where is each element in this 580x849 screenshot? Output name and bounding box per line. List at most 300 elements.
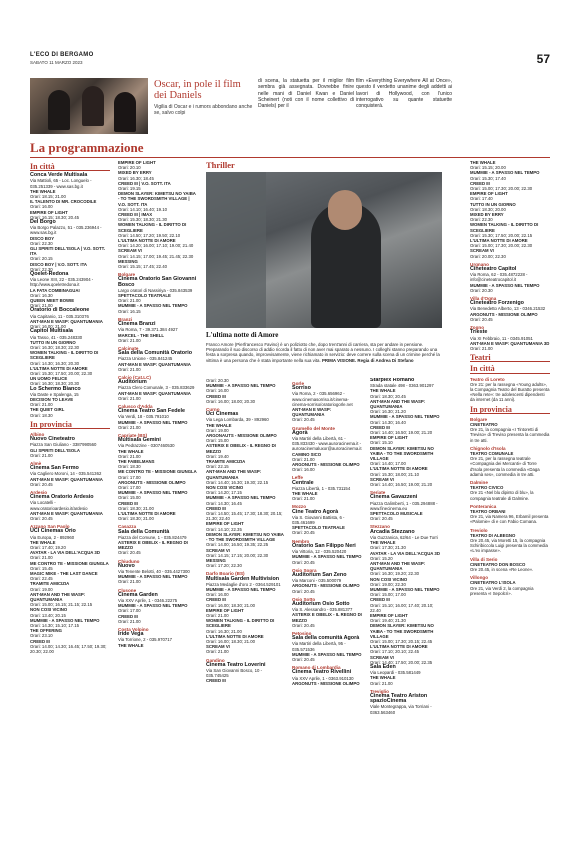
film-title: ME CONTRO TE - MISSIONE GIUNGLA <box>118 469 197 475</box>
town-name: Villa d'Ogna <box>470 296 497 302</box>
listing-line: Orari: 14.40; 16.50; 19.00; 21.20 <box>370 430 433 436</box>
cinema-name: UCI Cinemas Orio <box>30 528 76 535</box>
cinema-name: Cinema Garden <box>118 591 158 598</box>
photo-background <box>206 172 266 328</box>
photo-figure <box>82 86 104 126</box>
film-title: TRAMITE AMICIZIA <box>206 459 246 465</box>
listing-line: Orari: 15.00 <box>206 438 229 444</box>
film-title: ANT-MAN E WASP: QUANTUMANIA <box>118 361 191 367</box>
film-title: EMPIRE OF LIGHT <box>470 191 508 197</box>
film-title: EMPIRE OF LIGHT <box>206 607 244 613</box>
listing-line: Orari: 18.30; 21.00 <box>118 505 154 511</box>
listing-line: Orari: 16.00; 21.00 <box>30 324 66 330</box>
listing-line: Orari: 16.00 <box>206 592 229 598</box>
town-name: Ponteranica <box>470 503 497 509</box>
film-title: SPETTACOLO TEATRALE <box>118 293 171 299</box>
thriller-kicker: Thriller <box>206 160 235 170</box>
listing-line: Orari: 21.00 <box>118 366 141 372</box>
listing-line: Orari: 14.30; 16.40 <box>370 419 406 425</box>
film-title: MIXED BY ERRY <box>470 212 504 218</box>
cinema-name: Lo Schermo Bianco <box>30 385 81 392</box>
listing-line: Orari: 16.30; 18.45 <box>118 175 154 181</box>
town-name: Grumello del Monte <box>292 425 335 431</box>
listing-line: Orari: 14.00; 16.50; 19.35; 22.25 <box>206 542 269 548</box>
listing-line: Orari: 21.00 <box>30 452 53 458</box>
film-title: SCREAM VI <box>370 654 394 660</box>
film-title: ASTERIX E OBELIX - IL REGNO DI MEZZO <box>206 443 276 454</box>
listing-line: Orari: 18.30; 20.00 <box>470 206 506 212</box>
listing-line: Orari: 20.30 <box>206 378 229 383</box>
listing-line: Largo oratori di Nassiriya - 035.843539 <box>118 287 193 293</box>
film-title: CREED III <box>370 597 390 603</box>
town-name: Darfo Boario (BS) <box>206 571 245 577</box>
listing-line: Orari: 16.30 <box>30 292 53 298</box>
film-title: TRAMITE AMICIZIA <box>30 581 70 587</box>
oscar-text-col-2: film «Everything Everywhere All at Once», questo il verdetto unanime degli addetti ai lavori di Hollywood, con l'unico interrogativo su quante statuette conquisterà. <box>356 78 452 110</box>
town-name: Costa Volpino <box>118 627 149 633</box>
film-title: WOMEN TALKING - IL DIRITTO DI SCEGLIERE <box>206 618 275 629</box>
film-title: MUMMIE - A SPASSO NEL TEMPO <box>370 414 440 420</box>
film-title: EMPIRE OF LIGHT <box>370 435 408 441</box>
listing-line: Ore 20.45, via Moretti 15, la compagnia Schiribiccola Luigi presenta la commedia «L'ex impasse». <box>470 538 548 554</box>
listing-line: Orari: 20.45 <box>292 530 315 536</box>
cinema-name: Multisala Gemini <box>118 437 161 444</box>
listing-line: Orari: 21.00 <box>206 649 229 655</box>
town-name: Seriate <box>370 490 386 496</box>
film-title: ANT-MAN E WASP: QUANTUMANIA <box>30 318 103 324</box>
listing-line: Ore 21, la compagnia «I Tintoretti di Treviso» di Treviso presenta la commedia in tre atti. <box>470 427 550 443</box>
film-title: MIXED BY ERRY <box>118 170 152 176</box>
listing-line: Orari: 16.00; 18.00; 20.30 <box>206 398 255 404</box>
film-title: SCREAM VI <box>118 248 142 254</box>
listing-line: Orari: 15.10 <box>370 440 393 446</box>
listing-line: Orari: 15.30; 17.40 <box>470 175 506 181</box>
listing-line: Orari: 21.00 <box>370 680 393 686</box>
listing-line: Orari: 16.30; 21.20 <box>370 409 406 415</box>
listing-line: Orari: 16.15; 18.30; 20.45 <box>30 214 79 220</box>
town-name: Clusone <box>118 587 137 593</box>
film-title: MUMMIE - A SPASSO NEL TEMPO <box>292 651 362 657</box>
listing-line: Via Torrione, 2 - 035.970717 <box>118 637 173 643</box>
listing-line: Orari: 21.00 <box>30 555 53 561</box>
listing-line: Orari: 17.00 <box>118 484 141 490</box>
town-name: Osio Sopra <box>292 567 317 573</box>
town-name: Gorle <box>292 381 304 386</box>
oscar-headline: Oscar, in pole il film dei Daniels <box>154 79 241 101</box>
film-title: ARGONUTS - MISSIONE OLIMPO <box>470 311 538 317</box>
film-title: EMPIRE OF LIGHT <box>118 160 156 165</box>
thriller-photo <box>206 172 442 328</box>
oscar-text-col-1: di scena, la statuetta per il miglior film sembra già assegnata. Dovrebbe finire nelle mani di Daniel Kwan e Daniel Scheinert (noti con il nome collettivo di Daniels) per il <box>258 78 354 110</box>
cinema-name: Conca Verde Multisala <box>30 172 88 179</box>
cinema-name: Nuovo <box>118 562 135 569</box>
town-name: Ardesio <box>30 489 48 495</box>
listing-line: Via S. Alessandro - 035.881377 <box>292 607 353 613</box>
film-title: ANT-MAN AND THE WASP: QUANTUMANIA <box>370 560 426 572</box>
film-title: DISCO BOY | V.O. SOTT. ITA <box>30 261 87 267</box>
film-title: ARGONUTS - MISSIONE OLIMPO <box>292 680 360 686</box>
film-title: CREED III <box>370 424 390 430</box>
town-name: Capriate (BS) <box>118 432 148 438</box>
section-rule <box>30 157 550 158</box>
listing-line: Via Leone XIII, 22 - 035.243904 - http://www.qoeletredona.it <box>30 277 94 288</box>
listing-line: Via Verdi, 18 - 035.791010 <box>118 414 169 420</box>
listing-column-2 <box>118 160 198 830</box>
cinema-name: Sala della Comunità <box>118 528 170 535</box>
film-title: ANT-MAN E WASP: QUANTUMANIA <box>30 510 103 516</box>
listing-line: Via XI Febbraio, 11 - 0345.91051 <box>470 335 533 341</box>
listing-line: Ore 21, via Namera 96, Erbamil presenta «Palomie» di e con Fabio Comana. <box>470 514 549 525</box>
listing-line: Orari: 21.00 <box>292 496 315 502</box>
oscar-lead: Vigilia di Oscar e i rumors abbondano anche se, salvo colpi <box>154 104 253 117</box>
film-title: DEMON SLAYER: KIMETSU NO YAIBA - TO THE SWORDSMITH VILLAGE <box>370 623 434 639</box>
film-title: MUMMIE - A SPASSO NEL TEMPO <box>370 586 440 592</box>
listing-line: Ore 21, via Verdi 2, la compagnia presenta «I Sepolcri». <box>470 585 534 596</box>
film-title: TEATRO COMUNALE <box>470 450 514 456</box>
town-name: Casazza <box>118 524 137 530</box>
listing-line: Orari: 21.00 <box>470 345 493 351</box>
cinema-name: Oratorio San Filippo Neri <box>292 542 356 549</box>
listing-line: Orari: 17.00 <box>118 608 141 614</box>
listing-line: Orari: 14.30; 16.30; 20.30 <box>30 360 79 366</box>
thriller-text <box>206 342 442 363</box>
film-title: AVATAR - LA VIA DELL'ACQUA 3D <box>370 550 440 556</box>
listing-line: Orari: 22.30 <box>30 240 53 246</box>
film-title: ME CONTRO TE - MISSIONE GIUNGLA <box>30 560 109 566</box>
cinema-name: Cineteatro Forzenigo <box>470 300 524 307</box>
film-title: MUMMIE - A SPASSO NEL TEMPO <box>292 554 362 560</box>
listing-line: Orari: 20.45 <box>292 656 315 662</box>
photo-figure <box>48 90 70 130</box>
listing-line: Piazza del Comune, 1 - 035.824479 <box>118 534 187 540</box>
film-title: ANT-MAN E WASP: QUANTUMANIA <box>292 407 332 418</box>
listing-line: Orari: 15.45 <box>30 565 53 571</box>
film-title: THE WHALE <box>292 491 318 497</box>
listing-line: Via San Giovanni Bosco, 10 - 035.745425 <box>206 667 263 679</box>
listing-line: Orari: 16.00; 18.30; 21.00 <box>206 638 255 644</box>
listing-line: Via Locatelli - www.oratorioardesio.it/ardesio <box>30 500 88 511</box>
cinema-name: Cinema Teatro San Fedele <box>118 408 186 415</box>
film-title: CREED III <box>118 613 138 619</box>
listing-line: Viale Montegrappa, via Torriani - 0363.563460 <box>370 704 432 715</box>
film-title: ASTERIX E OBELIX - IL REGNO DI MEZZO <box>292 612 362 623</box>
town-name: Calusco d'Adda <box>118 403 153 409</box>
cinema-name: Agorà <box>292 429 308 436</box>
listing-line: Piazza Libertà, 1 - 035.731154 <box>292 485 351 491</box>
town-name: Almè <box>30 460 42 466</box>
listing-line: Orari: 22.15 <box>206 464 229 470</box>
page-number: 57 <box>536 52 550 66</box>
listing-line: Orari: 21.00 <box>118 395 141 401</box>
listing-line: Orari: 21.00 <box>118 298 141 304</box>
listing-line: Orari: 20.45 <box>30 481 53 487</box>
cinema-name: Cinema San Fermo <box>30 465 79 472</box>
photo-figure-head <box>328 190 362 230</box>
film-title: THE WHALE <box>118 448 144 454</box>
film-title: DISCO BOY <box>30 235 55 241</box>
listing-line: Via Benedetto Alberto, 13 - 0346.21532 <box>470 306 546 312</box>
listing-line: Via Vittoria, 12 - 035.520420 <box>292 549 347 555</box>
listing-line: Orari: 15.15; 20.00 <box>470 165 506 171</box>
film-title: MESSING <box>118 258 138 264</box>
town-name: Dalmine <box>470 479 488 485</box>
film-title: EMPIRE OF LIGHT <box>370 612 408 618</box>
listing-line: Via Europa, 2 - 892960 <box>30 534 75 540</box>
listing-line: Orari: 16.00 <box>30 204 53 210</box>
listing-line: Piazza Medaglie d'oro 2 - 0364.529101 <box>206 581 281 587</box>
listing-line: Via XXV Aprile, 1 - 0346.22275 <box>118 598 178 604</box>
film-title: CREED III <box>206 678 226 684</box>
listing-line: Orari: 16.30; 19.20; 22.30 <box>370 571 419 577</box>
thriller-synopsis: Franco Amore (Pierfrancesco Favino) è un poliziotto che, dopo trent'anni di carriera, sta per andare in pensione. Preparando il suo discorso di addio ricorda il fatto di non aver mai sparato a nessuno. I colleghi stanno preparando una festa a sorpresa quando, improvvisamente, viene richiamato in servizio: deve correre sulla scena di un crimine perché la vittima è una persona che è stata importante nella sua vita. <box>206 342 440 363</box>
oscar-article <box>30 78 550 134</box>
listing-line: Via Mattioli, 65 - Loc. Longuelo - 035.251339 - www.sas.bg.it <box>30 178 92 189</box>
film-title: CREED III | IMAX <box>118 212 153 218</box>
film-title: NON COSI VICINO <box>206 485 244 491</box>
listing-line: Orari: 15.00; 16.15; 21.15; 22.15 <box>30 602 93 608</box>
cinema-name: Cinema Oratorio Ardesio <box>30 494 94 501</box>
listing-line: Orari: 14.40; 17.50; 20.00; 22.35 <box>370 659 433 665</box>
listing-line: Orari: 16.30; 18.30; 20.30 <box>30 381 79 387</box>
film-title: THE WHALE <box>370 675 396 681</box>
listing-line: Piazza Unione - 035.841245 <box>118 356 173 362</box>
listing-line: Orari: 22.30 <box>470 217 493 223</box>
film-title: MUMMIE - A SPASSO NEL TEMPO <box>470 282 540 288</box>
cinema-name: Auditorium San Zeno <box>292 571 347 578</box>
film-title: DEMON SLAYER: KIMETSU NO YAIBA - TO THE SWORDSMITH VILLAGE <box>370 445 434 462</box>
listing-line: Orari: 17.40 <box>470 196 493 202</box>
cinema-name: Cinema Oratorio San Giovanni Bosco <box>118 276 197 288</box>
film-title: MUMMIE - A SPASSO NEL TEMPO <box>30 617 100 623</box>
film-title: MUMMIE - A SPASSO NEL TEMPO <box>118 603 188 609</box>
listing-line: Orari: 21.00 <box>118 453 141 459</box>
cinema-name: Del Borgo <box>30 219 56 226</box>
listing-line: Strada statale 498 - 0363.901297 <box>370 383 434 389</box>
listing-line: Orari: 13.40; 20.15 <box>30 612 66 618</box>
film-title: ARGONAUTS - MISSIONE OLIMPO <box>206 433 277 439</box>
film-title: CAMINO SICO <box>292 451 322 457</box>
town-name: Villa di Serio <box>470 556 498 562</box>
film-title: SCREAM VI <box>206 644 230 650</box>
listing-line: Orari: 17.00 <box>118 474 141 480</box>
film-title: L'ULTIMA NOTTE DI AMORE <box>118 238 176 244</box>
listing-line: Via Tasso, 41 - 035.248330 <box>30 334 83 340</box>
film-title: TUTTO IN UN GIORNO <box>470 201 516 207</box>
listing-line: Via S. Giovanni Battista, 6 - 035.461699 <box>292 514 345 526</box>
listing-line: Via Borgo Palazzo, 51 - 035.236944 - www.sas.bg.it <box>30 225 102 236</box>
listing-line: Orari: 16.15 <box>118 308 141 314</box>
listing-line: Orari: 14.50; 15.45; 17.30; 18.30; 20.15; 21.30; 22.40 <box>206 511 283 522</box>
film-title: CREED III | V.O. SOTT. ITA <box>118 180 171 186</box>
listing-line: Orari: 20.00; 22.30 <box>470 253 506 259</box>
film-title: SCREAM VI <box>206 547 230 553</box>
listing-line: Orari: 17.30; 21.30 <box>370 545 406 551</box>
listing-line: Orari: 20.15 <box>30 256 53 262</box>
listing-line: Via Guzzanica, 62/64 - Le Due Torri <box>370 534 438 540</box>
listing-line: Piazza Clero Comunale, 3 - 035.833629 <box>118 385 195 391</box>
film-title: LA FATA COMBINAGUAI <box>30 287 80 293</box>
listing-line: Orari: 15.10; 16.00; 17.40; 20.10; 22.40 <box>370 602 434 613</box>
town-name: Bolgare <box>470 416 488 422</box>
film-title: TEATRO DI ALBEGNO <box>470 532 516 538</box>
film-title: MUMMIE - A SPASSO NEL TEMPO <box>470 170 540 176</box>
film-title: CREED III <box>206 393 226 399</box>
film-title: THE WHALE <box>118 642 144 648</box>
cinema-name: Auditorium <box>118 379 147 386</box>
film-title: WOMEN TALKING - IL DIRITTO DI SCEGLIERE <box>30 350 99 361</box>
listing-line: Via Leopardi - 035.581449 <box>370 670 421 676</box>
cinema-name: Cineteatro Capitol <box>470 266 517 273</box>
film-title: ANT-MAN AND THE WASP: QUANTUMANIA <box>206 469 262 480</box>
film-title: CINETEATRO L'ISOLA <box>470 580 516 586</box>
town-name: Chiuduno <box>118 558 140 564</box>
town-name: Urgnano <box>470 261 489 267</box>
film-title: SCREAM VI <box>370 476 394 482</box>
film-title: TUTTO IN UN GIORNO <box>30 339 76 345</box>
film-title: TEATRO ORBANI <box>470 508 506 514</box>
film-title: THE OFFERING <box>30 628 62 634</box>
listing-line: Orari: 14.10; 22.35 <box>206 526 242 532</box>
film-title: ASTERIX E OBELIX - IL REGNO DI MEZZO <box>118 540 188 551</box>
listing-line: Via Lega Lombarda, 39 - 892960 <box>206 417 269 423</box>
listing-line: Via Roma, 62 - 035.4872228 - info@cineteatrocapitol.it <box>470 272 528 283</box>
town-name: Teatro di Loreto <box>470 376 505 382</box>
film-title: DEMON SLAYER: KIMETSU NO YAIBA - TO THE SWORDSMITH VILLAGE | V.O. SOTT. ITA <box>118 191 196 207</box>
film-title: ARGONUTS - MISSIONE OLIMPO <box>292 462 360 468</box>
listing-line: Orari: 22.45 <box>30 576 53 582</box>
page-header <box>30 52 550 70</box>
listing-column-4 <box>292 378 364 830</box>
listing-line: Orari: 14.20; 17.15 <box>206 490 242 496</box>
issue-date: SABATO 11 MARZO 2023 <box>30 60 83 65</box>
film-title: MUMMIE - A SPASSO NEL TEMPO <box>118 419 188 425</box>
film-title: ARGONUTS - MISSIONE OLIMPO <box>118 479 186 485</box>
listing-line: Orari: 15.00; 17.00 <box>370 592 406 598</box>
listing-line: Via Martiri della Libertà, 95 - 035.571536 <box>292 641 346 652</box>
section-title: La programmazione <box>30 140 144 155</box>
town-name: Treviolo <box>470 527 488 533</box>
town-name: Leffe <box>292 475 303 481</box>
cinema-name: Arcadia Stezzano <box>370 528 415 535</box>
town-name: Petosino <box>292 630 312 636</box>
listing-line: Orari: 19.00 <box>206 427 229 433</box>
film-title: QUEEN MEET BOWIE <box>30 298 75 304</box>
town-name: Calcinate <box>118 345 139 351</box>
film-title: ANT-MAN AND THE WASP: QUANTUMANIA <box>30 591 86 603</box>
listing-line: Orari: 19.40 <box>206 453 229 459</box>
listing-line: Orari: 21.00 <box>118 579 141 585</box>
listing-line: Orari: 21.00 <box>30 303 53 309</box>
listing-line: Orari: 18.30; 21.00 <box>118 516 154 522</box>
film-title: CREED III <box>206 505 226 511</box>
listing-line: Orari: 20.30 <box>470 287 493 293</box>
film-title: SPETTACOLO MUSICALE <box>370 511 423 517</box>
cinema-name: Cinema Branzi <box>118 321 156 328</box>
listing-line: Piazza Galimberti, 1 - 035.294888 - www.finecinema.eu <box>370 500 438 511</box>
film-title: UN UOMO FELICE <box>30 376 68 382</box>
film-title: SCREAM VI <box>470 248 494 254</box>
cinema-name: Iride Vega <box>118 631 144 638</box>
listing-line: Orari: 21.00 <box>292 456 315 462</box>
cinema-name: Uci Cinemas <box>206 411 239 418</box>
listing-column-3 <box>206 378 284 830</box>
town-name: Gandino <box>206 657 225 663</box>
film-title: CREED III <box>30 638 50 644</box>
listing-line: Ore 21: per la rassegna «Young adults», la Compagnia Teatro del Buratto presenta «Nella rete»: tre adolescenti dipendenti da internet (da 11 anni). <box>470 381 550 403</box>
town-name: Calcio (Cat.LC) <box>118 374 151 380</box>
film-title: L'ULTIMA NOTTE DI AMORE <box>30 365 88 371</box>
listing-column-6 <box>470 160 550 830</box>
listing-line: Orari: 18.30 <box>118 464 141 470</box>
listing-line: Orari: 16.00 <box>206 388 229 394</box>
film-title: CINETEATRO <box>470 421 498 427</box>
listing-line: Ore 21, per la rassegna teatrale «Compagnia dei Mercanti» di Torre d'Isola presenta la commedia «Daga adamà ses», commedia in tre atti. <box>470 456 540 477</box>
film-title: DEMON SLAYER: KIMETSU NO YAIBA - TO THE SWORDSMITH VILLAGE <box>206 531 284 543</box>
film-title: L'ULTIMA NOTTE DI AMORE <box>370 644 428 650</box>
town-name: Mozzo <box>292 504 307 510</box>
listing-line: Orari: 16.30; 18.30; 22.30 <box>30 344 79 350</box>
cinema-name: Nuovo Cineteatro <box>30 436 75 443</box>
film-title: WOMEN TALKING - IL DIRITTO DI SCEGLIERE <box>470 222 539 233</box>
film-title: ANT-MAN E WASP: QUANTUMANIA 3D <box>470 340 550 346</box>
town-name: Bolgare <box>118 272 136 278</box>
listing-line: Orari: 16.30; 21.00 <box>206 628 242 634</box>
section-subheading: In città <box>30 164 110 171</box>
listing-line: Via XXV Aprile, 1 - 0363.910130 <box>292 675 354 681</box>
listing-line: Orari: 21.00 <box>118 424 141 430</box>
film-title: THE QUIET GIRL <box>30 407 65 413</box>
listing-line: Orari: 17.10; 20.10; 22.45 <box>370 649 419 655</box>
town-name: Zogno <box>470 325 485 331</box>
listing-line: Orari: 19.00; 22.30 <box>370 581 406 587</box>
section-subheading: In città <box>470 366 550 373</box>
listing-line: Via Roma, 7 - 39.371.384 4927 <box>118 327 178 333</box>
cinema-name: Capitol Multisala <box>30 328 73 335</box>
film-title: AVATAR - LA VIA DELL'ACQUA 3D <box>30 550 100 556</box>
film-title: MUMMIE - A SPASSO NEL TEMPO <box>118 303 188 309</box>
listing-line: Orari: 15.15; 17.45; 22.40 <box>118 264 167 270</box>
film-title: IL TALENTO DI MR. CROCODILE <box>30 199 97 205</box>
cinema-name: Auditorium Osio Sotto <box>292 600 350 607</box>
cinema-name: Sala della Comunità Oratorio <box>118 350 192 357</box>
film-title: MESSING <box>206 557 226 563</box>
listing-line: Orari: 20.10 <box>118 165 141 171</box>
film-title: THE WHALE <box>370 540 396 546</box>
film-title: CREED III <box>470 180 490 186</box>
cinema-name: Starplex Romano <box>370 378 415 383</box>
film-title: THE WHALE <box>30 539 56 545</box>
listing-line: Orari: 15.00; 17.30; 20.15; 22.45 <box>370 638 433 644</box>
film-title: ANT-MAN AND THE WASP: QUANTUMANIA <box>370 398 426 410</box>
town-name: Romano di Lombardia <box>292 665 341 671</box>
listing-line: Via Daste e Spalenga, 15 <box>30 391 79 397</box>
listing-line: Orari: 16.00 <box>292 467 315 473</box>
film-title: ARGONUTS - MISSIONE OLIMPO <box>292 583 360 589</box>
listing-line: Via Marconi - 035.500079 <box>292 578 342 584</box>
film-title: L'ULTIMA NOTTE DI AMORE <box>470 238 528 244</box>
listing-line: Orari: 14.40; 16.50; 19.00; 21.20 <box>370 482 433 488</box>
listing-line: Orari: 20.45 <box>30 516 53 521</box>
listing-line: Orari: 15.30; 18.00; 21.10 <box>370 471 419 477</box>
listing-line: Orari: 14.30; 15.10; 17.15 <box>30 623 79 629</box>
listing-line: Orari: 21.00 <box>118 337 141 343</box>
listing-line: Via Tenente Belotti, 40 - 035.4427300 <box>118 569 190 575</box>
listing-line: Via Capitanio, 11 - 035.310376 <box>30 313 89 319</box>
film-title: L'ULTIMA NOTTE DI AMORE <box>370 466 428 472</box>
cinema-name: Cinema Teatro Loverini <box>206 661 266 668</box>
listing-line: Orari: 20.45 <box>118 550 141 556</box>
listing-line: Orari: 15.30; 17.50; 20.00; 22.15 <box>470 232 533 238</box>
